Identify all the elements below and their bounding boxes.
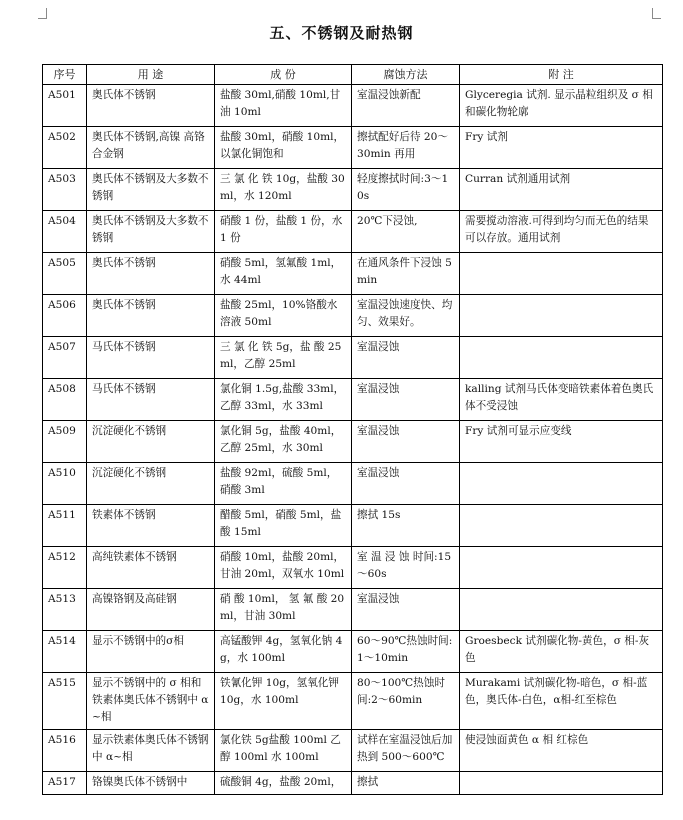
page-corner-mark-right [652, 8, 661, 19]
cell-no: A508 [43, 379, 87, 421]
cell-note: 使浸蚀面黄色 α 相 红棕色 [460, 730, 663, 772]
cell-use: 铁素体不锈钢 [87, 505, 215, 547]
cell-composition: 三 氯 化 铁 10g，盐酸 30ml，水 120ml [215, 169, 352, 211]
cell-method: 室温浸蚀速度快、均匀、效果好。 [352, 295, 460, 337]
cell-composition: 硝酸 1 份，盐酸 1 份，水 1 份 [215, 211, 352, 253]
cell-no: A502 [43, 127, 87, 169]
table-row [43, 463, 663, 505]
cell-note: Glyceregia 试剂. 显示晶粒组织及 σ 相和碳化物轮廓 [460, 85, 663, 127]
cell-composition: 氯化铁 5g盐酸 100ml 乙醇 100ml 水 100ml [215, 730, 352, 772]
cell-method: 室温浸蚀 [352, 463, 460, 505]
table-row [43, 421, 663, 463]
cell-method: 室温浸蚀 [352, 589, 460, 631]
cell-composition: 氯化铜 1.5g,盐酸 33ml，乙醇 33ml，水 33ml [215, 379, 352, 421]
table-row [43, 127, 663, 169]
table-row [43, 631, 663, 673]
cell-use: 奥氏体不锈钢 [87, 295, 215, 337]
cell-no: A510 [43, 463, 87, 505]
cell-use: 显示铁素体奥氏体不锈钢中 α~相 [87, 730, 215, 772]
header-use: 用 途 [87, 65, 215, 85]
cell-use: 铬镍奥氏体不锈钢中 [87, 772, 215, 795]
header-method: 腐蚀方法 [352, 65, 460, 85]
cell-use: 奥氏体不锈钢及大多数不锈钢 [87, 169, 215, 211]
cell-no: A503 [43, 169, 87, 211]
cell-no: A501 [43, 85, 87, 127]
cell-method: 擦拭配好后待 20～30min 再用 [352, 127, 460, 169]
table-row [43, 547, 663, 589]
cell-note: Fry 试剂 [460, 127, 663, 169]
reagent-table [42, 64, 663, 795]
cell-use: 奥氏体不锈钢 [87, 253, 215, 295]
cell-no: A507 [43, 337, 87, 379]
cell-no: A512 [43, 547, 87, 589]
table-header-row [43, 65, 663, 85]
cell-composition: 盐酸 30ml，硝酸 10ml，以氯化铜饱和 [215, 127, 352, 169]
cell-method: 室温浸蚀 [352, 337, 460, 379]
cell-note: Curran 试剂通用试剂 [460, 169, 663, 211]
table-row [43, 253, 663, 295]
table-row [43, 337, 663, 379]
cell-method: 室温浸蚀 [352, 379, 460, 421]
table-row [43, 85, 663, 127]
cell-use: 显示不锈钢中的σ相 [87, 631, 215, 673]
table-row [43, 295, 663, 337]
cell-composition: 硝酸 5ml，氢氟酸 1ml，水 44ml [215, 253, 352, 295]
cell-composition: 硫酸铜 4g，盐酸 20ml， [215, 772, 352, 795]
cell-method: 擦拭 15s [352, 505, 460, 547]
table-row [43, 505, 663, 547]
table-row [43, 589, 663, 631]
table-row [43, 772, 663, 795]
cell-note: 需要搅动溶液.可得到均匀而无色的结果可以存放。通用试剂 [460, 211, 663, 253]
cell-method: 60～90℃热蚀时间:1～10min [352, 631, 460, 673]
cell-no: A504 [43, 211, 87, 253]
cell-no: A509 [43, 421, 87, 463]
cell-note [460, 337, 663, 379]
cell-note [460, 589, 663, 631]
cell-use: 高镍铬钢及高硅钢 [87, 589, 215, 631]
cell-method: 室 温 浸 蚀 时间:15～60s [352, 547, 460, 589]
header-note: 附 注 [460, 65, 663, 85]
cell-composition: 铁氰化钾 10g，氢氧化钾 10g，水 100ml [215, 673, 352, 730]
cell-note: Fry 试剂可显示应变线 [460, 421, 663, 463]
cell-composition: 醋酸 5ml，硝酸 5ml，盐酸 15ml [215, 505, 352, 547]
table-row [43, 169, 663, 211]
cell-composition: 高锰酸钾 4g，氢氧化钠 4g，水 100ml [215, 631, 352, 673]
cell-use: 高纯铁素体不锈钢 [87, 547, 215, 589]
cell-composition: 硝酸 10ml，盐酸 20ml，甘油 20ml，双氧水 10ml [215, 547, 352, 589]
cell-note: Groesbeck 试剂碳化物-黄色，σ 相-灰色 [460, 631, 663, 673]
header-composition: 成 份 [215, 65, 352, 85]
cell-no: A506 [43, 295, 87, 337]
cell-composition: 盐酸 25ml，10%铬酸水溶液 50ml [215, 295, 352, 337]
cell-note [460, 253, 663, 295]
cell-no: A505 [43, 253, 87, 295]
cell-note [460, 295, 663, 337]
cell-composition: 氯化铜 5g，盐酸 40ml，乙醇 25ml，水 30ml [215, 421, 352, 463]
cell-composition: 硝 酸 10ml， 氢 氟 酸 20ml，甘油 30ml [215, 589, 352, 631]
cell-note [460, 547, 663, 589]
cell-note [460, 505, 663, 547]
cell-method: 80～100℃热蚀时间:2～60min [352, 673, 460, 730]
page-title: 五、不锈钢及耐热钢 [269, 24, 414, 42]
cell-note: Murakami 试剂碳化物-暗色，σ 相-蓝色，奥氏体-白色，α相-红至棕色 [460, 673, 663, 730]
cell-use: 马氏体不锈钢 [87, 337, 215, 379]
cell-composition: 三 氯 化 铁 5g，盐 酸 25ml，乙醇 25ml [215, 337, 352, 379]
cell-no: A514 [43, 631, 87, 673]
cell-note [460, 772, 663, 795]
page-corner-mark-left [38, 8, 47, 19]
cell-note: kalling 试剂马氏体变暗铁素体着色奥氏体不受浸蚀 [460, 379, 663, 421]
cell-composition: 盐酸 92ml，硫酸 5ml，硝酸 3ml [215, 463, 352, 505]
cell-no: A515 [43, 673, 87, 730]
cell-method: 轻度擦拭时间:3～10s [352, 169, 460, 211]
cell-method: 在通风条件下浸蚀 5min [352, 253, 460, 295]
table-row [43, 379, 663, 421]
table-row [43, 211, 663, 253]
cell-use: 奥氏体不锈钢,高镍 高铬合金钢 [87, 127, 215, 169]
cell-note [460, 463, 663, 505]
cell-method: 试样在室温浸蚀后加热到 500～600℃ [352, 730, 460, 772]
cell-no: A511 [43, 505, 87, 547]
cell-use: 沉淀硬化不锈钢 [87, 421, 215, 463]
cell-use: 奥氏体不锈钢及大多数不锈钢 [87, 211, 215, 253]
cell-use: 奥氏体不锈钢 [87, 85, 215, 127]
cell-no: A516 [43, 730, 87, 772]
cell-use: 马氏体不锈钢 [87, 379, 215, 421]
cell-method: 擦拭 [352, 772, 460, 795]
cell-use: 沉淀硬化不锈钢 [87, 463, 215, 505]
cell-method: 室温浸蚀新配 [352, 85, 460, 127]
table-row [43, 673, 663, 730]
cell-no: A517 [43, 772, 87, 795]
cell-method: 室温浸蚀 [352, 421, 460, 463]
header-no: 序号 [43, 65, 87, 85]
cell-composition: 盐酸 30ml,硝酸 10ml,甘油 10ml [215, 85, 352, 127]
cell-no: A513 [43, 589, 87, 631]
cell-use: 显示不锈钢中的 σ 相和铁素体奥氏体不锈钢中 α~相 [87, 673, 215, 730]
cell-method: 20℃下浸蚀, [352, 211, 460, 253]
table-row [43, 730, 663, 772]
